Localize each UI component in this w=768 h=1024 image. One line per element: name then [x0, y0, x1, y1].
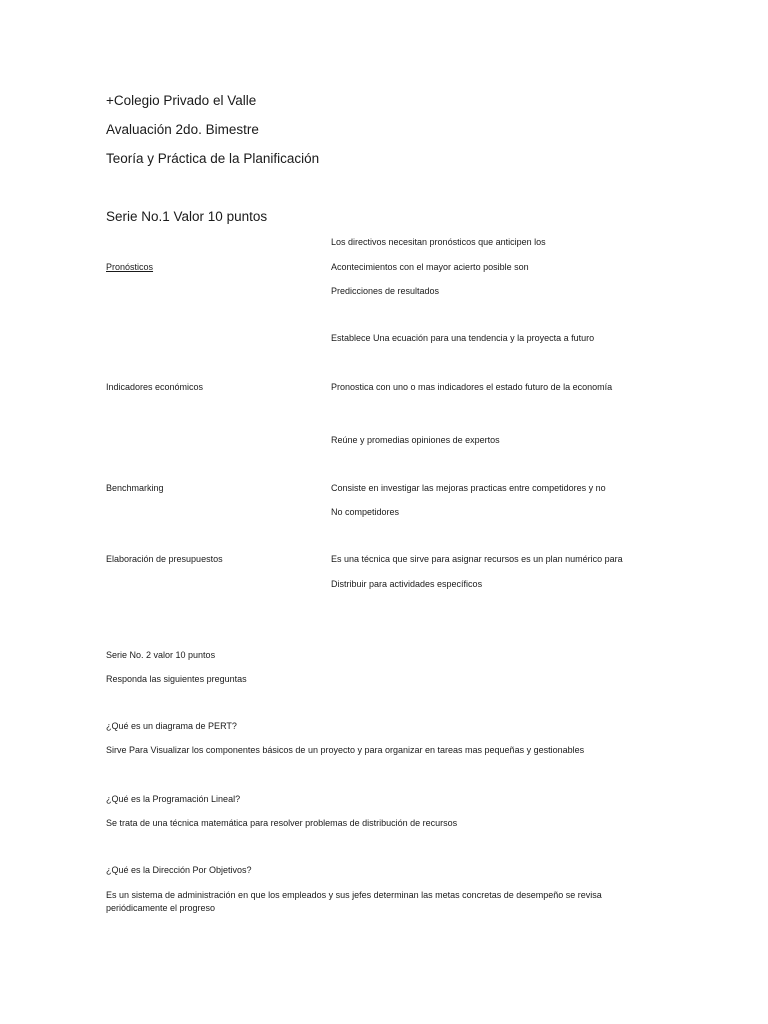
definition-line: Pronostica con uno o mas indicadores el estado futuro de la economía	[331, 382, 613, 392]
definition-line: Establece Una ecuación para una tendencia y la proyecta a futuro	[331, 333, 595, 343]
course-title: Teoría y Práctica de la Planificación	[106, 151, 320, 166]
definition-line: Los directivos necesitan pronósticos que anticipen los	[331, 237, 546, 247]
definition-line: Consiste en investigar las mejoras practicas entre competidores y no	[331, 483, 606, 493]
serie2-title: Serie No. 2 valor 10 puntos	[106, 650, 216, 660]
serie2-instruction: Responda las siguientes preguntas	[106, 674, 247, 684]
answer: Se trata de una técnica matemática para resolver problemas de distribución de recursos	[106, 818, 458, 828]
term-pronosticos: Pronósticos	[106, 262, 154, 272]
definition-line: Acontecimientos con el mayor acierto posible son	[331, 262, 529, 272]
question: ¿Qué es la Programación Lineal?	[106, 794, 241, 804]
definition-line: Predicciones de resultados	[331, 286, 440, 296]
term-presupuestos: Elaboración de presupuestos	[106, 554, 223, 564]
term-benchmarking: Benchmarking	[106, 483, 164, 493]
definition-line: Distribuir para actividades específicos	[331, 579, 483, 589]
evaluation-title: Avaluación 2do. Bimestre	[106, 122, 259, 137]
school-name: +Colegio Privado el Valle	[106, 93, 257, 108]
question: ¿Qué es un diagrama de PERT?	[106, 721, 237, 731]
term-indicadores: Indicadores económicos	[106, 382, 204, 392]
answer: Sirve Para Visualizar los componentes básicos de un proyecto y para organizar en tareas mas pequeñas y gestionables	[106, 745, 585, 755]
definition-line: Reúne y promedias opiniones de expertos	[331, 435, 500, 445]
definition-line: Es una técnica que sirve para asignar recursos es un plan numérico para	[331, 554, 623, 564]
question: ¿Qué es la Dirección Por Objetivos?	[106, 865, 252, 875]
serie1-title: Serie No.1 Valor 10 puntos	[106, 209, 268, 224]
answer: Es un sistema de administración en que los empleados y sus jefes determinan las metas concretas de desempeño se revisa periódicamente el progreso	[106, 890, 602, 913]
definition-line: No competidores	[331, 507, 400, 517]
